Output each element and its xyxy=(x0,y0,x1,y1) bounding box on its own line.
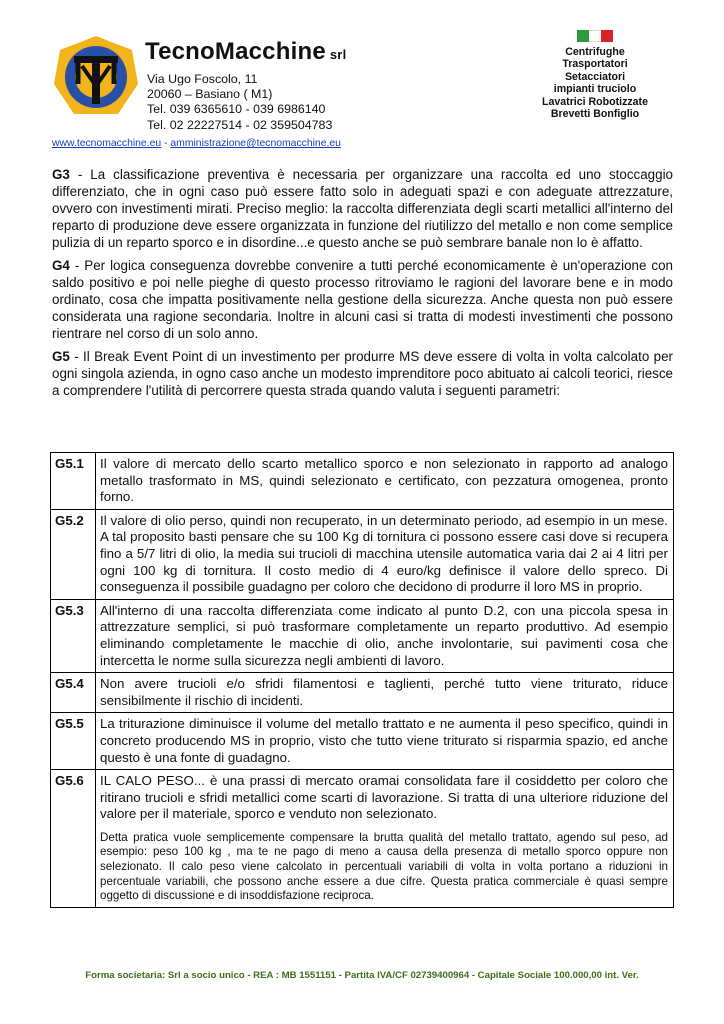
paragraph-g4 xyxy=(52,257,673,342)
company-suffix: srl xyxy=(329,47,347,62)
row-code: G5.2 xyxy=(51,509,96,599)
table-row xyxy=(51,599,674,672)
row-code: G5.4 xyxy=(51,673,96,713)
address-line: 20060 – Basiano ( M1) xyxy=(147,87,273,102)
italian-flag-icon xyxy=(577,30,613,42)
table-row xyxy=(51,453,674,510)
parameters-table xyxy=(50,452,674,908)
footer-legal-info: Forma societaria: Srl a socio unico - REA : MB 1551151 - Partita IVA/CF 02739400964 - Capitale Sociale 100.000,00 int. Ver. xyxy=(85,970,639,981)
address-line: Via Ugo Foscolo, 11 xyxy=(147,72,258,86)
table-row xyxy=(51,673,674,713)
row-code: G5.6 xyxy=(51,770,96,908)
product-item: impianti truciolo xyxy=(553,83,637,96)
paragraph-g5 xyxy=(52,348,673,399)
company-name: TecnoMacchine srl xyxy=(145,38,347,65)
paragraph-label: G4 xyxy=(52,258,70,273)
product-item: Trasportatori xyxy=(562,58,628,71)
product-list xyxy=(520,46,670,120)
email-link[interactable]: amministrazione@tecnomacchine.eu xyxy=(170,138,341,149)
paragraph-text: - La classificazione preventiva è necessaria per organizzare una raccolta ed uno stoccaggio differenziato, che in ogni caso può essere fatto solo in adeguati spazi e con adeguate attrezzature, ovvero con investimenti mirati. Preciso meglio: la raccolta differenziata degli scarti metallici all'interno del reparto di produzione deve essere organizzata in funzione del riutilizzo del metallo e non come semplice pulizia di un reparto sporco e in disordine...e questo anche se può sembrare banale non lo è affatto. xyxy=(52,167,673,250)
paragraph-g3 xyxy=(52,166,673,251)
company-logo xyxy=(52,34,140,118)
row-text: Il valore di mercato dello scarto metallico sporco e non selezionato in rapporto ad analogo metallo trasformato in MS, quindi selezionato e certificato, con pezzatura omogenea, pronto forno. xyxy=(96,453,674,510)
row-text: Non avere trucioli e/o sfridi filamentosi e taglienti, perché tutto viene triturato, riduce sensibilmente il rischio di incidenti. xyxy=(96,673,674,713)
paragraph-text: - Per logica conseguenza dovrebbe convenire a tutti perché economicamente è un'operazione con saldo positivo e poi nelle pieghe di questo processo ritroviamo le ragioni del lavorare bene e in modo ordinato, cosa che impatta positivamente nella gestione della sicurezza. Anche questa non può essere considerata una ragione secondaria. Inoltre in alcuni casi si tratta di modesti investimenti che possono rientrare nel corso di un solo anno. xyxy=(52,258,673,341)
row-code: G5.1 xyxy=(51,453,96,510)
row-subtext: Detta pratica vuole semplicemente compensare la brutta qualità del metallo trattato, agendo sul peso, ad esempio: peso 100 kg , ma te ne pago di meno a causa della presenza di metallo sporco oppure non selezionato. Il calo peso viene calcolato in percentuali variabili di volta in volta portano a riduzioni in percentuale variabili, che possono anche essere a due cifre. Questa pratica commerciale è quasi sempre oggetto di discussione e di insoddisfazione reciproca. xyxy=(100,830,668,903)
row-code: G5.3 xyxy=(51,599,96,672)
link-separator: - xyxy=(161,138,171,149)
phone-line: Tel. 02 22227514 - 02 359504783 xyxy=(147,117,333,132)
row-text-cell xyxy=(96,770,674,908)
paragraph-label: G3 xyxy=(52,167,70,182)
document-body xyxy=(52,166,673,405)
contact-links xyxy=(52,138,341,149)
row-code: G5.5 xyxy=(51,713,96,770)
table-row xyxy=(51,770,674,908)
phone-line: Tel. 039 6365610 - 039 6986140 xyxy=(147,102,326,117)
row-text: Il valore di olio perso, quindi non recuperato, in un determinato periodo, ad esempio in un mese. A tal proposito basti pensare che su 100 Kg di tornitura ci possono essere casi dove si recupera fino a 5/7 litri di olio, la media sui trucioli di macchina utensile automatica varia dai 2 ai 4 litri per ogni 100 kg di tornitura. Il costo medio di 4 euro/kg definisce il valore dello spreco. Di conseguenza il possibile guadagno per coloro che decidono di produrre il loro MS in proprio. xyxy=(96,509,674,599)
product-item: Lavatrici Robotizzate xyxy=(542,95,648,108)
paragraph-text: - Il Break Event Point di un investimento per produrre MS deve essere di volta in volta calcolato per ogni singola azienda, in ogno caso anche un modesto imprenditore poco abituato ai calcoli teorici, riesce a comprendere l'utilità di percorrere questa strada quando valuta i seguenti parametri: xyxy=(52,349,673,398)
row-text: La triturazione diminuisce il volume del metallo trattato e ne aumenta il peso specifico, quindi in concreto producendo MS in proprio, visto che tutto viene triturato si risparmia spazio, ed anche questo è una fonte di guadagno. xyxy=(96,713,674,770)
row-text: All'interno di una raccolta differenziata come indicato al punto D.2, con una piccola spesa in attrezzature semplici, si può trasformare completamente un reparto produttivo. Ad esempio eliminando completamente le macchie di olio, anche involontarie, sui pavimenti cosa che intercetta le norme sulla sicurezza negli ambienti di lavoro. xyxy=(96,599,674,672)
table-row xyxy=(51,509,674,599)
product-item: Centrifughe xyxy=(565,46,625,58)
table-row xyxy=(51,713,674,770)
paragraph-label: G5 xyxy=(52,349,70,364)
website-link[interactable]: www.tecnomacchine.eu xyxy=(52,138,162,149)
company-address xyxy=(147,72,332,133)
product-item: Setacciatori xyxy=(564,70,626,83)
row-text: IL CALO PESO... è una prassi di mercato oramai consolidata fare il cosiddetto per coloro che ritirano trucioli e sfridi metallici come scarti di lavorazione. Si tratta di una ulteriore riduzione del valore per il materiale, sporco e venduto non selezionato. xyxy=(100,773,668,822)
product-item: Brevetti Bonfiglio xyxy=(550,108,640,121)
